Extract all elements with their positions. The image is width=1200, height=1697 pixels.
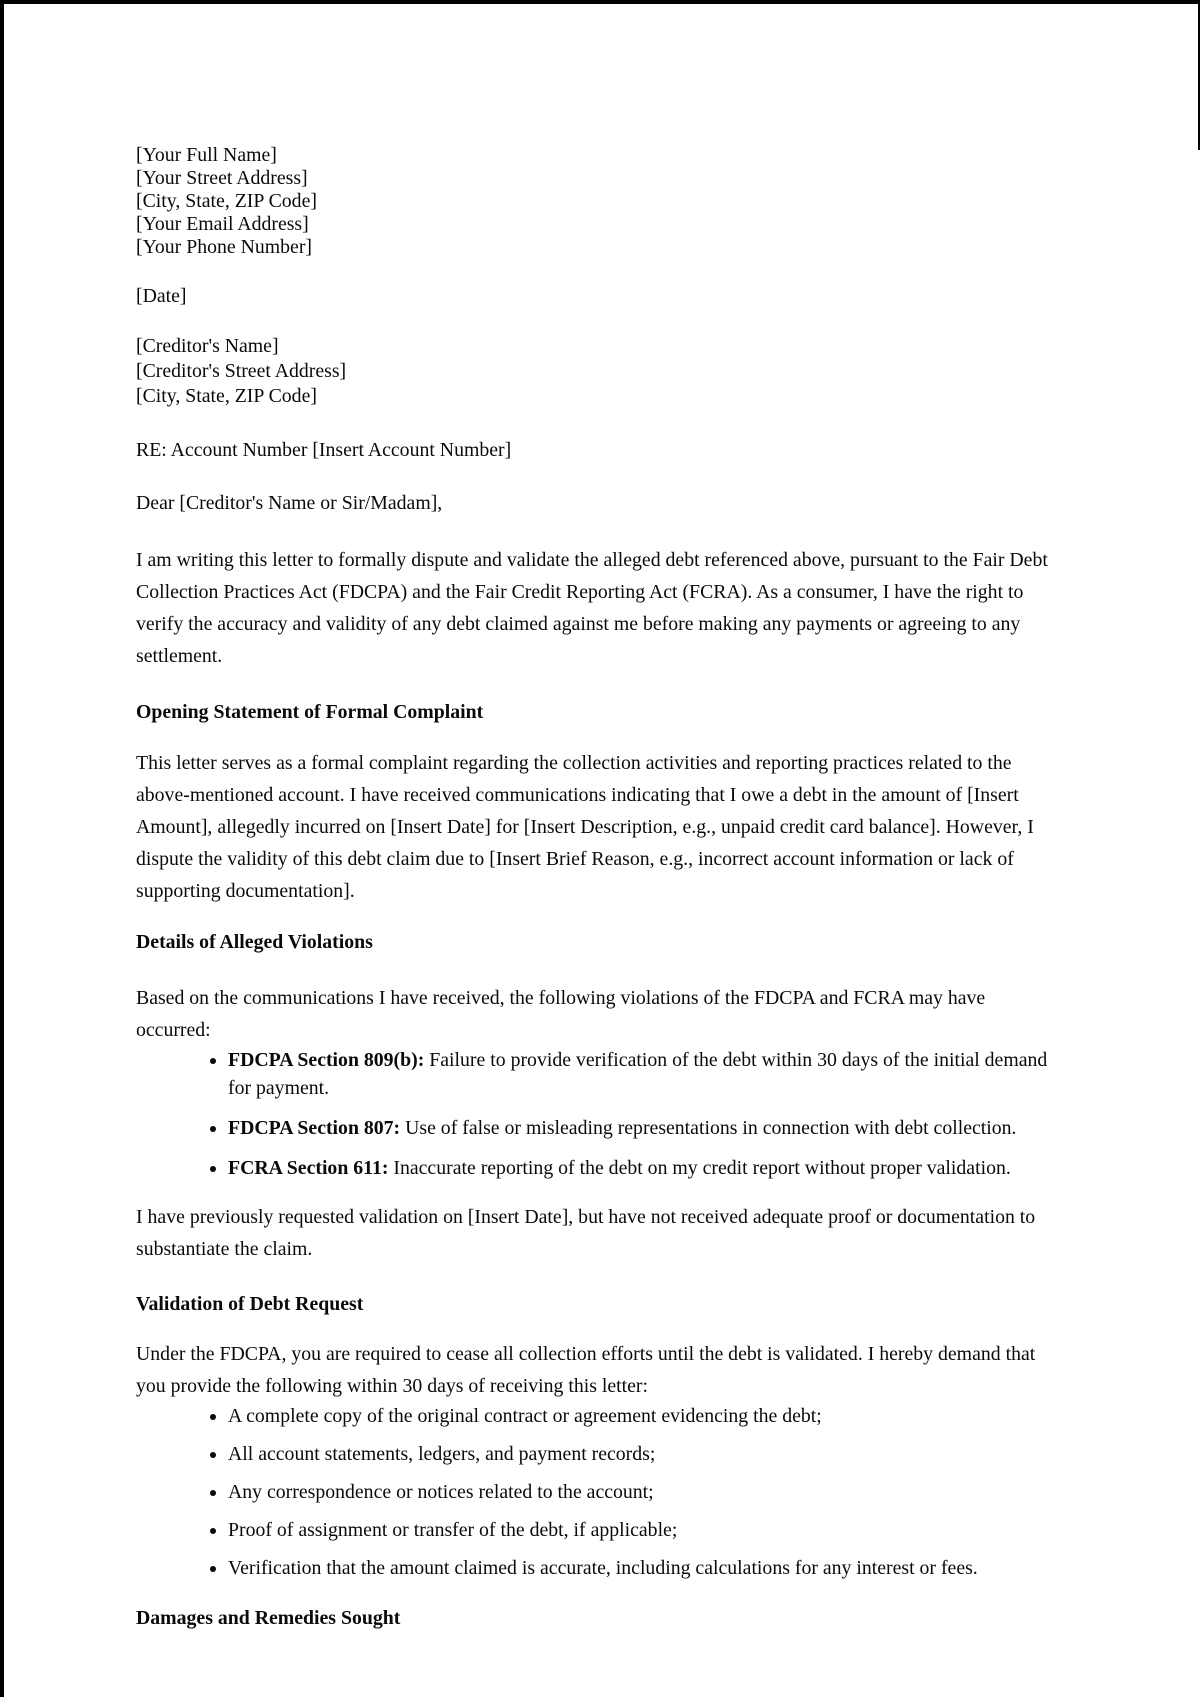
sender-phone-line: [Your Phone Number] <box>136 236 313 258</box>
violation-item <box>228 1046 1056 1102</box>
creditor-name-line: [Creditor's Name] <box>136 335 279 357</box>
intro-paragraph: I am writing this letter to formally dispute and validate the alleged debt referenced above, pursuant to the Fair Debt Collection Practices Act (FDCPA) and the Fair Credit Reporting Act (FCRA). As a consumer, I have the right to verify the accuracy and validity of any debt claimed against me before making any payments or agreeing to any settlement. <box>136 549 1048 667</box>
violation-text: Use of false or misleading representations in connection with debt collection. <box>400 1117 1017 1139</box>
demands-list <box>136 1402 1056 1582</box>
section-heading-damages: Damages and Remedies Sought <box>136 1607 401 1629</box>
sender-email-line: [Your Email Address] <box>136 213 309 235</box>
validation-request-paragraph: Under the FDCPA, you are required to cease all collection efforts until the debt is validated. I hereby demand that you provide the following within 30 days of receiving this letter: <box>136 1343 1036 1397</box>
demand-item: • Verification that the amount claimed is accurate, including calculations for any interest or fees. <box>228 1554 1056 1582</box>
violation-item <box>228 1114 1056 1142</box>
violation-item <box>228 1154 1056 1182</box>
validation-followup-paragraph: I have previously requested validation on [Insert Date], but have not received adequate proof or documentation to substantiate the claim. <box>136 1206 1036 1260</box>
demand-item: • Proof of assignment or transfer of the debt, if applicable; <box>228 1516 1056 1544</box>
creditor-street-line: [Creditor's Street Address] <box>136 360 347 382</box>
recipient-address-block <box>136 334 1056 409</box>
demand-item: • Any correspondence or notices related to the account; <box>228 1478 1056 1506</box>
subject-line: RE: Account Number [Insert Account Number] <box>136 439 512 461</box>
violations-list <box>136 1046 1056 1182</box>
salutation: Dear [Creditor's Name or Sir/Madam], <box>136 492 443 514</box>
sender-address-block <box>136 144 1056 259</box>
letter-content <box>136 144 1056 1634</box>
sender-street-line: [Your Street Address] <box>136 167 308 189</box>
violations-intro-paragraph: Based on the communications I have received, the following violations of the FDCPA and FCRA may have occurred: <box>136 987 986 1041</box>
demand-item: • All account statements, ledgers, and payment records; <box>228 1440 1056 1468</box>
section-heading-alleged-violations: Details of Alleged Violations <box>136 931 373 953</box>
sender-city-line: [City, State, ZIP Code] <box>136 190 317 212</box>
violation-label: FDCPA Section 807: <box>228 1117 401 1139</box>
demand-item: • A complete copy of the original contract or agreement evidencing the debt; <box>228 1402 1056 1430</box>
sender-name-line: [Your Full Name] <box>136 144 277 166</box>
violation-label: FCRA Section 611: <box>228 1157 389 1179</box>
letter-page <box>4 4 1200 1697</box>
violation-label: FDCPA Section 809(b): <box>228 1049 425 1071</box>
date-line: [Date] <box>136 285 187 307</box>
opening-statement-paragraph: This letter serves as a formal complaint regarding the collection activities and reporting practices related to the above-mentioned account. I have received communications indicating that I owe a debt in the amount of [Insert Amount], allegedly incurred on [Insert Date] for [Insert Description, e.g., unpaid credit card balance]. However, I dispute the validity of this debt claim due to [Insert Brief Reason, e.g., incorrect account information or lack of supporting documentation]. <box>136 752 1034 902</box>
section-heading-validation-request: Validation of Debt Request <box>136 1293 364 1315</box>
violation-text: Failure to provide verification of the debt within 30 days of the initial demand for payment. <box>228 1049 1048 1099</box>
creditor-city-line: [City, State, ZIP Code] <box>136 385 317 407</box>
violation-text: Inaccurate reporting of the debt on my credit report without proper validation. <box>388 1157 1011 1179</box>
section-heading-opening-statement: Opening Statement of Formal Complaint <box>136 701 484 723</box>
